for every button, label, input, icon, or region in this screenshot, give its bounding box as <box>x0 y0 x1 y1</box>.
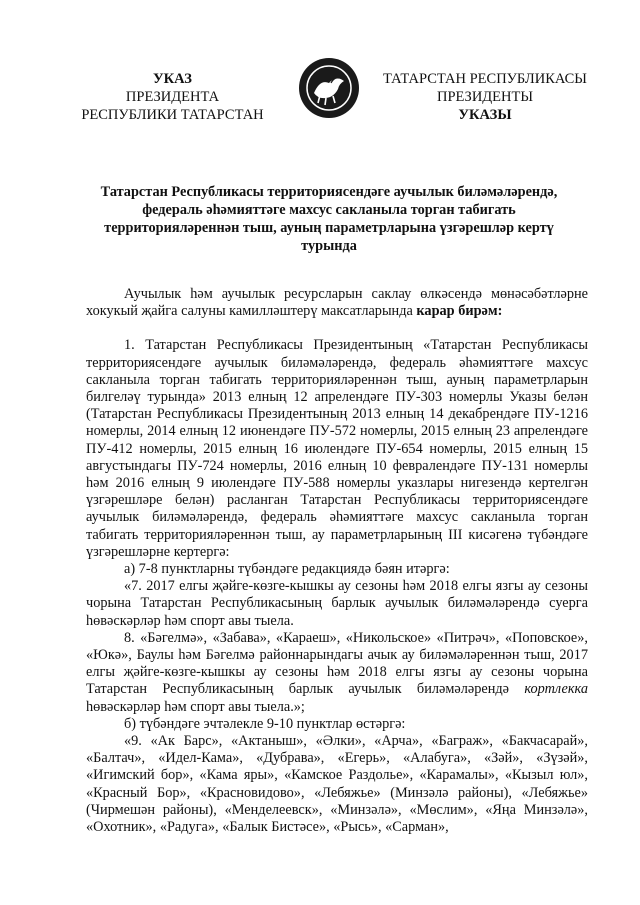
header-left <box>60 70 285 124</box>
paragraph-4-tail: һөвәскәрләр һәм спорт авы тыела.»; <box>86 698 305 715</box>
header-left-line-1: УКАЗ <box>153 71 192 87</box>
paragraph-4-text: 8. «Бәгелмә», «Забава», «Караеш», «Никольское» «Питрәч», «Поповское», «Юкә», Баулы һәм Бәгелмә районнарындагы ачык ау биләмәләреннән тыш, 2017 елгы җәйге-көзге-кышкы ау сезоны һәм 2018 елгы язгы ау сезоны чорына Татарстан Республикасының барлык аучылык биләмәләрендә <box>86 629 588 698</box>
header-left-line-2: ПРЕЗИДЕНТА <box>125 89 220 105</box>
title-line-1: Татарстан Республикасы территориясендәге аучылык биләмәләрендә, <box>100 184 558 200</box>
paragraph-3: «7. 2017 елгы җәйге-көзге-кышкы ау сезоны һәм 2018 елгы язгы ау сезоны чорына Татарстан Республикасының барлык аучылык биләмәләрендә суерга һөвәскәрләр һәм спорт авы тыела. <box>86 578 588 629</box>
title-line-4: турында <box>301 238 357 254</box>
intro-text: Аучылык һәм аучылык ресурсларын саклау өлкәсендә мөнәсәбәтләрне хокукый җайга салуны камилләштерү максатларында <box>86 286 588 320</box>
header-right-line-3: УКАЗЫ <box>458 107 512 123</box>
paragraph-2: а) 7-8 пунктларны түбәндәге редакциядә бәян итәргә: <box>124 561 450 578</box>
header-right-line-1: ТАТАРСТАН РЕСПУБЛИКАСЫ <box>383 71 587 87</box>
emblem-icon <box>298 57 360 119</box>
document-title <box>85 183 573 255</box>
paragraph-6: «9. «Ак Барс», «Актаныш», «Әлки», «Арча», «Баграж», «Бакчасарай», «Балтач», «Идел-Кама», «Дубрава», «Егерь», «Алабуга», «Зәй», «Зүзәй», «Игимский бор», «Кама яры», «Камское Раздолье», «Карамалы», «Кызыл юл», «Красный Бор», «Красновидово», «Лебяжье» (Минзәлә районы), «Лебяжье» (Чирмешән районы), «Менделеевск», «Минзәлә», «Мөслим», «Яңа Минзәлә», «Охотник», «Радуга», «Балык Бистәсе», «Рысь», «Сарман», <box>86 733 588 836</box>
document-body <box>86 286 588 836</box>
header-left-line-3: РЕСПУБЛИКИ ТАТАРСТАН <box>81 107 264 123</box>
paragraph-1: 1. Татарстан Республикасы Президентының «Татарстан Республикасы территориясендәге аучылык биләмәләрендә, федераль әһәмияттәге махсус сакланыла торган табигать территорияләреннән тыш, ауның параметрларын билгеләү турында» 2013 елның 12 апрелендәге ПУ-303 номерлы Указы белән (Татарстан Республикасы Президентының 2013 елның 14 декабрендәге ПУ-1216 номерлы, 2014 елның 12 июнендәге ПУ-572 номерлы, 2015 елның 23 апрелендәге ПУ-412 номерлы, 2015 елның 16 июлендәге ПУ-654 номерлы, 2015 елның 15 августындагы ПУ-724 номерлы, 2016 елның 10 февралендәге ПУ-131 номерлы һәм 2016 елның 9 июлендәге ПУ-588 номерлы указлары нигезендә кертелгән үзгәрешләре белән) расланган Татарстан Республикасы территориясендәге аучылык биләмәләрендә, федераль әһәмияттәге махсус сакланыла торган табигать территорияләреннән тыш, ау параметрларының III кисәгенә түбәндәге үзгәрешләрне кертергә: <box>86 337 588 560</box>
header-right-line-2: ПРЕЗИДЕНТЫ <box>436 89 534 105</box>
header-right <box>370 70 600 124</box>
paragraph-4 <box>86 630 588 716</box>
title-line-2: федераль әһәмияттәге махсус сакланыла торган табигать <box>142 202 516 218</box>
title-line-3: территорияләреннән тыш, ауның параметрларына үзгәрешләр кертү <box>104 220 554 236</box>
paragraph-4-italic: кортлекка <box>524 681 588 698</box>
paragraph-5: б) түбәндәге эчтәлекле 9-10 пунктлар өстәргә: <box>124 715 406 732</box>
intro-decision: карар бирәм: <box>416 303 503 320</box>
intro-paragraph <box>86 286 588 320</box>
